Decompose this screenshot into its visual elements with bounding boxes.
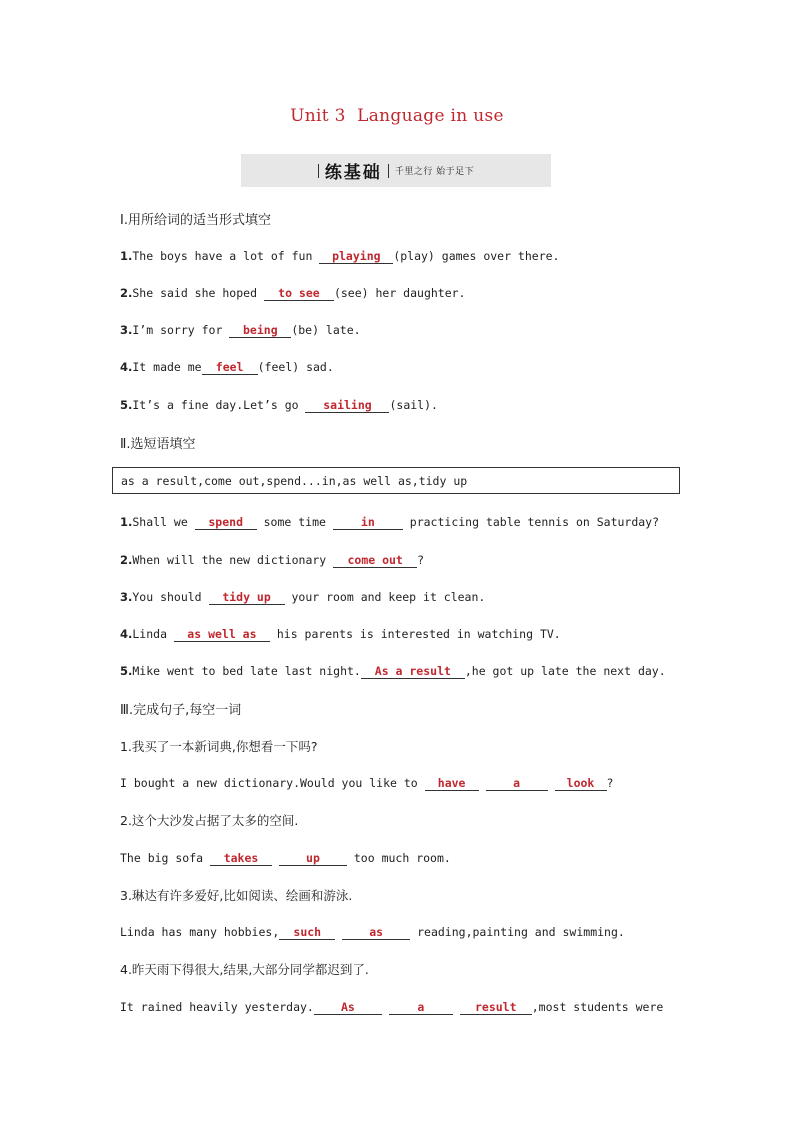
banner-sub: 千里之行 始于足下	[394, 167, 475, 177]
title-unit: Unit 3	[290, 106, 346, 126]
s2-item-2	[120, 553, 424, 568]
item-text: your room and keep it clean.	[284, 590, 486, 604]
answer-blank[interactable]: come out	[333, 554, 417, 568]
item-number: 2.	[120, 553, 133, 567]
item-text: ,most students were	[531, 1000, 664, 1014]
item-text: It’s a fine day.Let’s go	[132, 398, 306, 412]
item-text: Mike went to bed late last night.	[132, 664, 361, 678]
item-text: I’m sorry for	[132, 323, 230, 337]
section2-heading: Ⅱ.选短语填空	[120, 437, 196, 452]
item-text: The big sofa	[120, 851, 211, 865]
s1-item-4	[120, 360, 334, 375]
item-text: ?	[606, 776, 614, 790]
s1-item-3	[120, 323, 361, 338]
section-banner	[241, 154, 551, 187]
item-text: (see) her daughter.	[333, 286, 466, 300]
banner-main: 练基础	[324, 163, 382, 183]
item-text: The boys have a lot of fun	[132, 249, 320, 263]
banner-divider	[318, 164, 319, 178]
item-number: 5.	[120, 398, 133, 412]
s2-item-4	[120, 627, 561, 642]
phrase-list: as a result,come out,spend...in,as well as,tidy up	[121, 473, 468, 488]
item-text: ?	[417, 553, 425, 567]
s2-item-1	[120, 515, 659, 530]
item-text: It rained heavily yesterday.	[120, 1000, 314, 1014]
item-number: 4.	[120, 360, 133, 374]
item-text: It made me	[132, 360, 202, 374]
item-number: 5.	[120, 664, 133, 678]
answer-blank[interactable]: As a result	[361, 665, 465, 679]
answer-blank[interactable]: being	[229, 324, 291, 338]
s1-item-1	[120, 249, 559, 264]
answer-blank[interactable]: result	[460, 1001, 532, 1015]
item-text: some time	[256, 515, 333, 529]
item-text: I bought a new dictionary.Would you like to	[120, 776, 425, 790]
phrase-box	[112, 467, 680, 494]
s3-item-2-cn: 2.这个大沙发占据了太多的空间.	[120, 813, 299, 828]
answer-blank[interactable]: a	[389, 1001, 453, 1015]
item-number: 4.	[120, 627, 133, 641]
item-text: practicing table tennis on Saturday?	[402, 515, 660, 529]
answer-blank[interactable]: look	[555, 777, 607, 791]
item-text: (play) games over there.	[393, 249, 560, 263]
answer-blank[interactable]: playing	[319, 250, 393, 264]
item-text: (be) late.	[291, 323, 361, 337]
answer-blank[interactable]: feel	[202, 361, 258, 375]
s3-item-1-en	[120, 776, 613, 791]
item-text: Linda has many hobbies,	[120, 925, 280, 939]
item-number: 3.	[120, 323, 133, 337]
answer-blank[interactable]: up	[279, 852, 347, 866]
item-number: 3.	[120, 590, 133, 604]
s2-item-3	[120, 590, 485, 605]
item-text: too much room.	[346, 851, 451, 865]
banner-divider	[388, 164, 389, 178]
item-number: 1.	[120, 515, 133, 529]
item-text: reading,painting and swimming.	[410, 925, 625, 939]
answer-blank[interactable]: sailing	[305, 399, 389, 413]
s3-item-4-cn: 4.昨天雨下得很大,结果,大部分同学都迟到了.	[120, 962, 369, 977]
item-text: ,he got up late the next day.	[464, 664, 666, 678]
answer-blank[interactable]: to see	[264, 287, 334, 301]
item-text: You should	[132, 590, 209, 604]
answer-blank[interactable]: As	[314, 1001, 382, 1015]
answer-blank[interactable]: have	[425, 777, 479, 791]
item-text: Linda	[132, 627, 174, 641]
s1-item-2	[120, 286, 466, 301]
answer-blank[interactable]: a	[486, 777, 548, 791]
item-text: She said she hoped	[132, 286, 264, 300]
section1-heading: Ⅰ.用所给词的适当形式填空	[120, 213, 271, 228]
title-topic: Language in use	[357, 106, 504, 126]
item-number: 2.	[120, 286, 133, 300]
answer-blank[interactable]: spend	[195, 516, 257, 530]
s3-item-2-en	[120, 851, 451, 866]
section3-heading: Ⅲ.完成句子,每空一词	[120, 703, 242, 718]
s1-item-5	[120, 398, 438, 413]
item-text: his parents is interested in watching TV.	[269, 627, 561, 641]
item-number: 1.	[120, 249, 133, 263]
answer-blank[interactable]: tidy up	[209, 591, 285, 605]
answer-blank[interactable]: takes	[210, 852, 272, 866]
item-text: (feel) sad.	[257, 360, 334, 374]
item-text: When will the new dictionary	[132, 553, 334, 567]
answer-blank[interactable]: as well as	[174, 628, 270, 642]
item-text: Shall we	[132, 515, 195, 529]
s3-item-3-cn: 3.琳达有许多爱好,比如阅读、绘画和游泳.	[120, 888, 353, 903]
answer-blank[interactable]: such	[279, 926, 335, 940]
item-text: (sail).	[389, 398, 438, 412]
answer-blank[interactable]: in	[333, 516, 403, 530]
s3-item-4-en	[120, 1000, 663, 1015]
s3-item-3-en	[120, 925, 625, 940]
s3-item-1-cn: 1.我买了一本新词典,你想看一下吗?	[120, 739, 318, 754]
s2-item-5	[120, 664, 666, 679]
page-title	[0, 106, 794, 126]
answer-blank[interactable]: as	[342, 926, 410, 940]
